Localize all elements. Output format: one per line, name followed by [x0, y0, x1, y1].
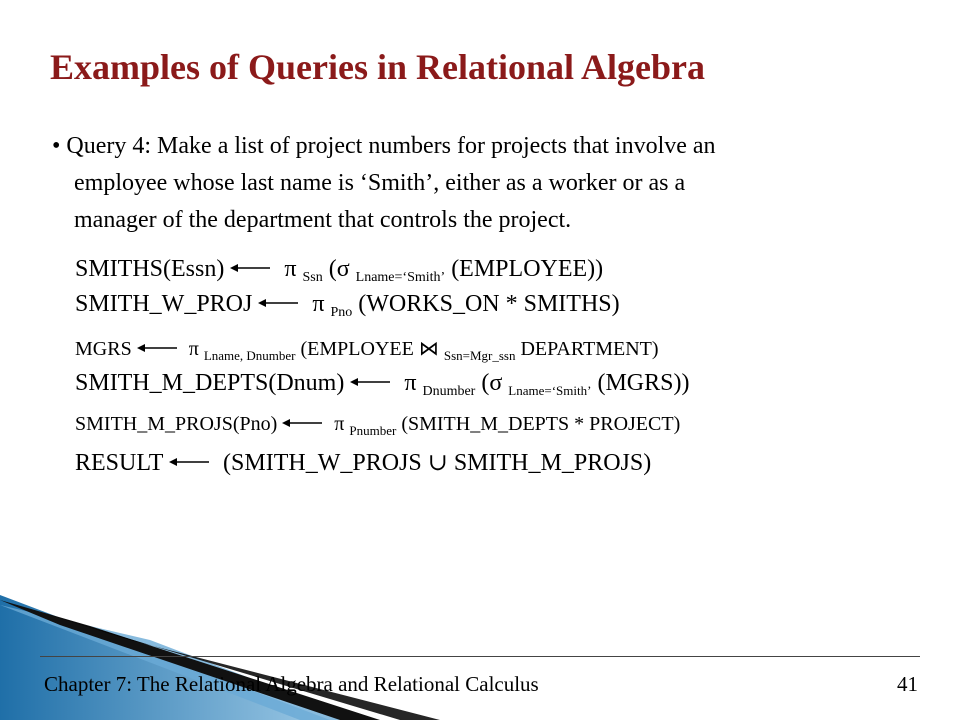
- query-smith-w-proj: SMITH_W_PROJ π $_{Pno}$ (WORKS_ON * SMITHS): [75, 291, 620, 320]
- query-smith-m-depts: SMITH_M_DEPTS(Dnum) π $_{Dnumber}$ (σ $_{Lname=‘Smith’}$ (MGRS)): [75, 370, 690, 399]
- query-smith-m-projs: SMITH_M_PROJS(Pno) π $_{Pnumber}$ (SMITH_M_DEPTS * PROJECT): [75, 413, 681, 438]
- assign-arrow-icon: [169, 457, 211, 467]
- bullet-line-3: manager of the department that controls the project.: [74, 207, 572, 233]
- assign-arrow-icon: [137, 343, 179, 353]
- bullet-line-1: • Query 4: Make a list of project numbers for projects that involve an: [52, 133, 716, 159]
- assign-arrow-icon: [282, 418, 324, 428]
- query-mgrs: MGRS π $_{Lname, Dnumber}$ (EMPLOYEE ⋈ $_{Ssn=Mgr\_ssn}$ DEPARTMENT): [75, 338, 659, 363]
- assign-arrow-icon: [258, 298, 300, 308]
- query-smiths: SMITHS(Essn) π $_{Ssn}$ (σ $_{Lname=‘Smith’}$ (EMPLOYEE)): [75, 256, 604, 285]
- assign-arrow-icon: [350, 377, 392, 387]
- assign-arrow-icon: [230, 263, 272, 273]
- bullet-marker: •: [52, 133, 61, 159]
- query-result: RESULT (SMITH_W_PROJS ∪ SMITH_M_PROJS): [75, 450, 652, 476]
- bullet-line-2: employee whose last name is ‘Smith’, either as a worker or as a: [74, 170, 686, 196]
- query-description: [52, 128, 942, 239]
- footer-chapter: Chapter 7: The Relational Algebra and Relational Calculus: [44, 672, 539, 696]
- footer-divider: [40, 656, 920, 657]
- footer-page-number: 41: [897, 672, 918, 696]
- slide-title: Examples of Queries in Relational Algebra: [50, 47, 705, 87]
